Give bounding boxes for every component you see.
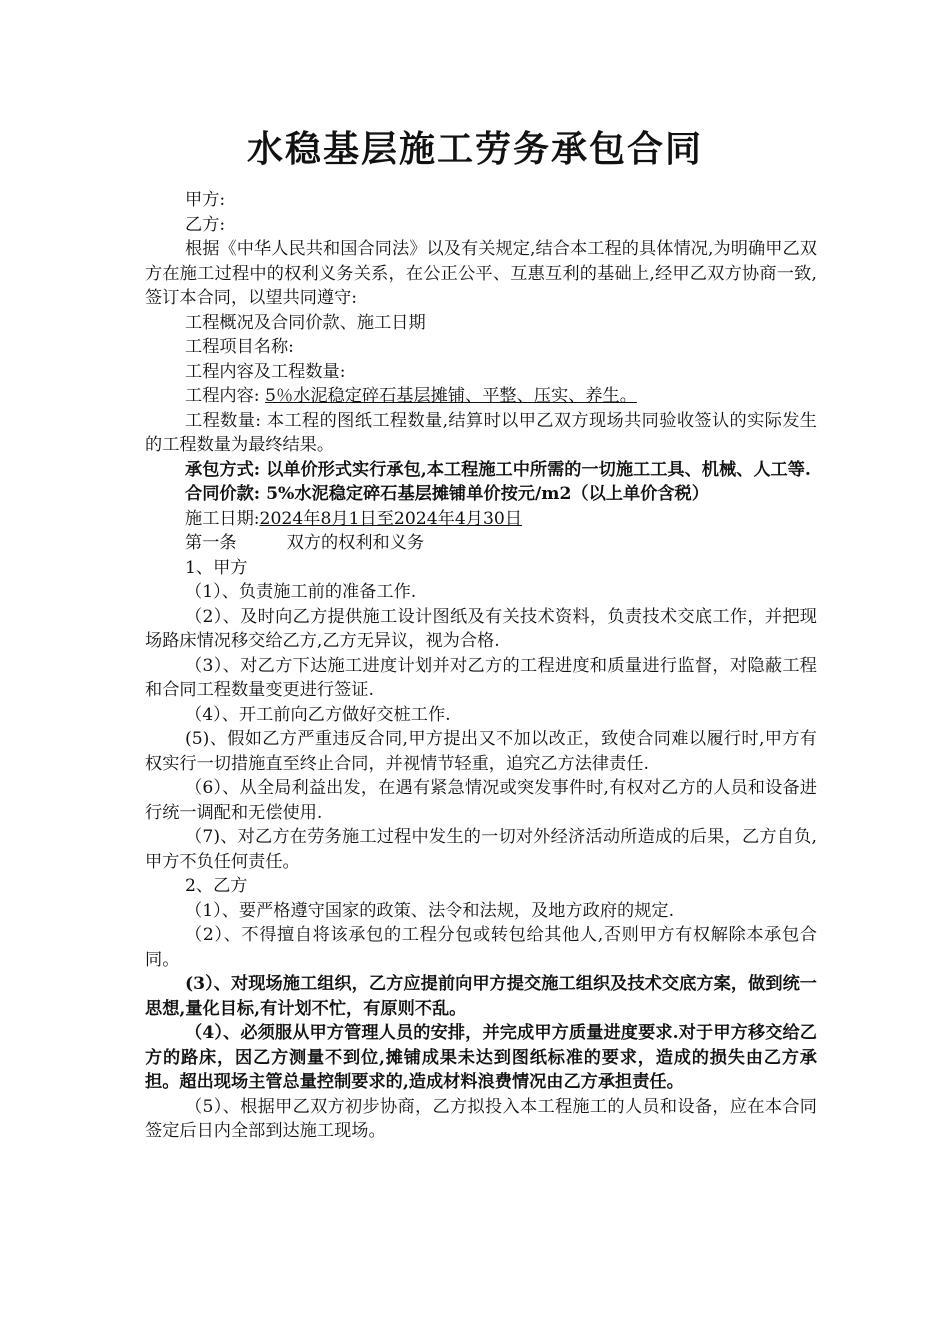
party-b-item: (3）、对现场施工组织，乙方应提前向甲方提交施工组织及技术交底方案，做到统一思想,量化目标,有计划不忙，有原则不乱。 <box>145 974 817 1019</box>
contract-method-paragraph: 承包方式: 以单价形式实行承包,本工程施工中所需的一切施工工具、机械、人工等. <box>185 459 811 480</box>
article-1-title: 双方的权利和义务 <box>286 533 425 553</box>
overview-heading: 工程概况及合同价款、施工日期 <box>185 312 426 333</box>
schedule-value: 2024年8月1日至2024年4月30日 <box>259 508 523 529</box>
party-b-item: （1）、要严格遵守国家的政策、法令和法规，及地方政府的规定. <box>185 900 675 921</box>
contract-price-paragraph: 合同价款: 5%水泥稳定碎石基层摊铺单价按元/m2（以上单价含税） <box>185 484 709 504</box>
party-a-item: （2）、及时向乙方提供施工设计图纸及有关技术资料，负责技术交底工作，并把现场路床情况移交给乙方,乙方无异议，视为合格. <box>145 606 817 651</box>
party-b-item: （2）、不得擅自将该承包的工程分包或转包给其他人,否则甲方有权解除本承包合同。 <box>145 925 817 970</box>
work-content-label: 工程内容: <box>185 386 266 406</box>
schedule-label: 施工日期: <box>185 508 260 529</box>
party-b-section-heading: 2、乙方 <box>185 876 248 896</box>
article-1-number: 第一条 <box>185 533 237 553</box>
work-content-line <box>145 384 817 409</box>
party-a-item: (5)、假如乙方严重违反合同,甲方提出又不加以改正，致使合同难以履行时,甲方有权实行一切措施直至终止合同，并视情节轻重，追究乙方法律责任. <box>145 729 817 774</box>
schedule-line <box>145 507 817 532</box>
work-content-value: 5％水泥稳定碎石基层摊铺、平整、压实、养生。 <box>265 386 637 406</box>
party-a-item: （1）、负责施工前的准备工作. <box>185 582 417 602</box>
article-1-heading <box>145 531 817 556</box>
intro-paragraph: 根据《中华人民共和国合同法》以及有关规定,结合本工程的具体情况,为明确甲乙双方在施工过程中的权利义务关系，在公正公平、互惠互利的基础上,经甲乙双方协商一致,签订本合同，以望共同遵守: <box>145 239 817 308</box>
project-name-line: 工程项目名称: <box>185 337 294 357</box>
party-b-item: （4）、必须服从甲方管理人员的安排，并完成甲方质量进度要求.对于甲方移交给乙方的路床，因乙方测量不到位,摊铺成果未达到图纸标准的要求，造成的损失由乙方承担。超出现场主管总量控制要求的,造成材料浪费情况由乙方承担责任。 <box>145 1023 817 1092</box>
work-quantity-paragraph: 工程数量: 本工程的图纸工程数量,结算时以甲乙双方现场共同验收签认的实际发生的工程数量为最终结果。 <box>145 410 817 455</box>
party-a-item: （7)、对乙方在劳务施工过程中发生的一切对外经济活动所造成的后果，乙方自负,甲方不负任何责任。 <box>145 827 817 872</box>
party-a-item: （4）、开工前向乙方做好交桩工作. <box>185 704 451 725</box>
party-b-item: （5）、根据甲乙双方初步协商，乙方拟投入本工程施工的人员和设备，应在本合同签定后日内全部到达施工现场。 <box>145 1096 817 1141</box>
content-quantity-line: 工程内容及工程数量: <box>185 361 346 382</box>
document-title: 水稳基层施工劳务承包合同 <box>246 129 703 170</box>
party-a-line: 甲方: <box>185 190 226 210</box>
party-a-item: （3）、对乙方下达施工进度计划并对乙方的工程进度和质量进行监督，对隐蔽工程和合同工程数量变更进行签证. <box>145 655 817 700</box>
party-b-line: 乙方: <box>185 214 226 235</box>
document-body <box>145 188 817 1144</box>
party-a-section-heading: 1、甲方 <box>185 557 248 578</box>
party-a-item: （6）、从全局利益出发，在遇有紧急情况或突发事件时,有权对乙方的人员和设备进行统一调配和无偿使用. <box>145 778 817 823</box>
